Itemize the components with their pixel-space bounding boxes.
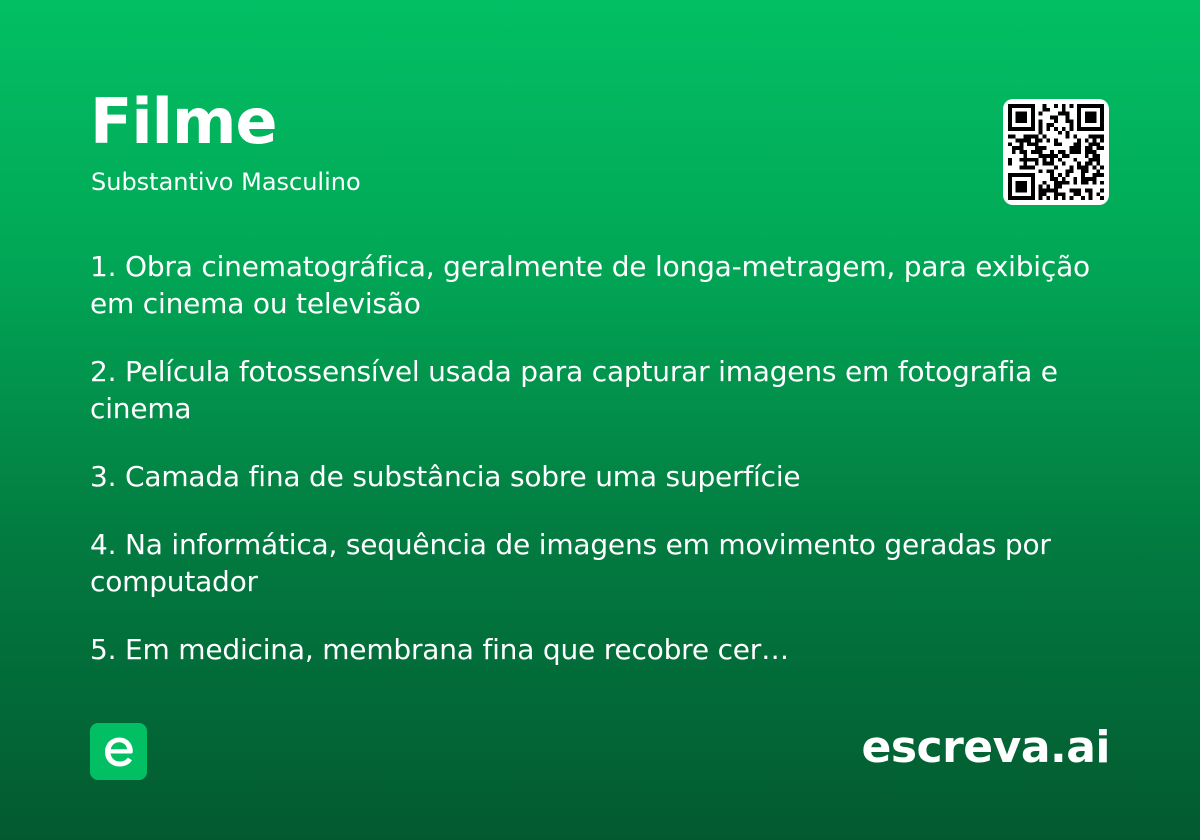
brand-wordmark: escreva.ai — [861, 722, 1110, 773]
qr-code-icon — [1003, 99, 1109, 205]
word-title: Filme — [90, 85, 277, 158]
definition-item: 4. Na informática, sequência de imagens em movimento geradas por computador — [90, 528, 1051, 598]
definition-item: 2. Película fotossensível usada para capturar imagens em fotografia e cinema — [90, 355, 1058, 425]
definition-item: 1. Obra cinematográfica, geralmente de longa-metragem, para exibição em cinema ou televisão — [90, 250, 1090, 320]
definitions-list — [90, 248, 1120, 699]
e-logo-icon — [90, 723, 147, 780]
definition-item: 5. Em medicina, membrana fina que recobre cer… — [90, 633, 789, 666]
grammar-class: Substantivo Masculino — [91, 168, 361, 196]
definition-item: 3. Camada fina de substância sobre uma superfície — [90, 460, 801, 493]
